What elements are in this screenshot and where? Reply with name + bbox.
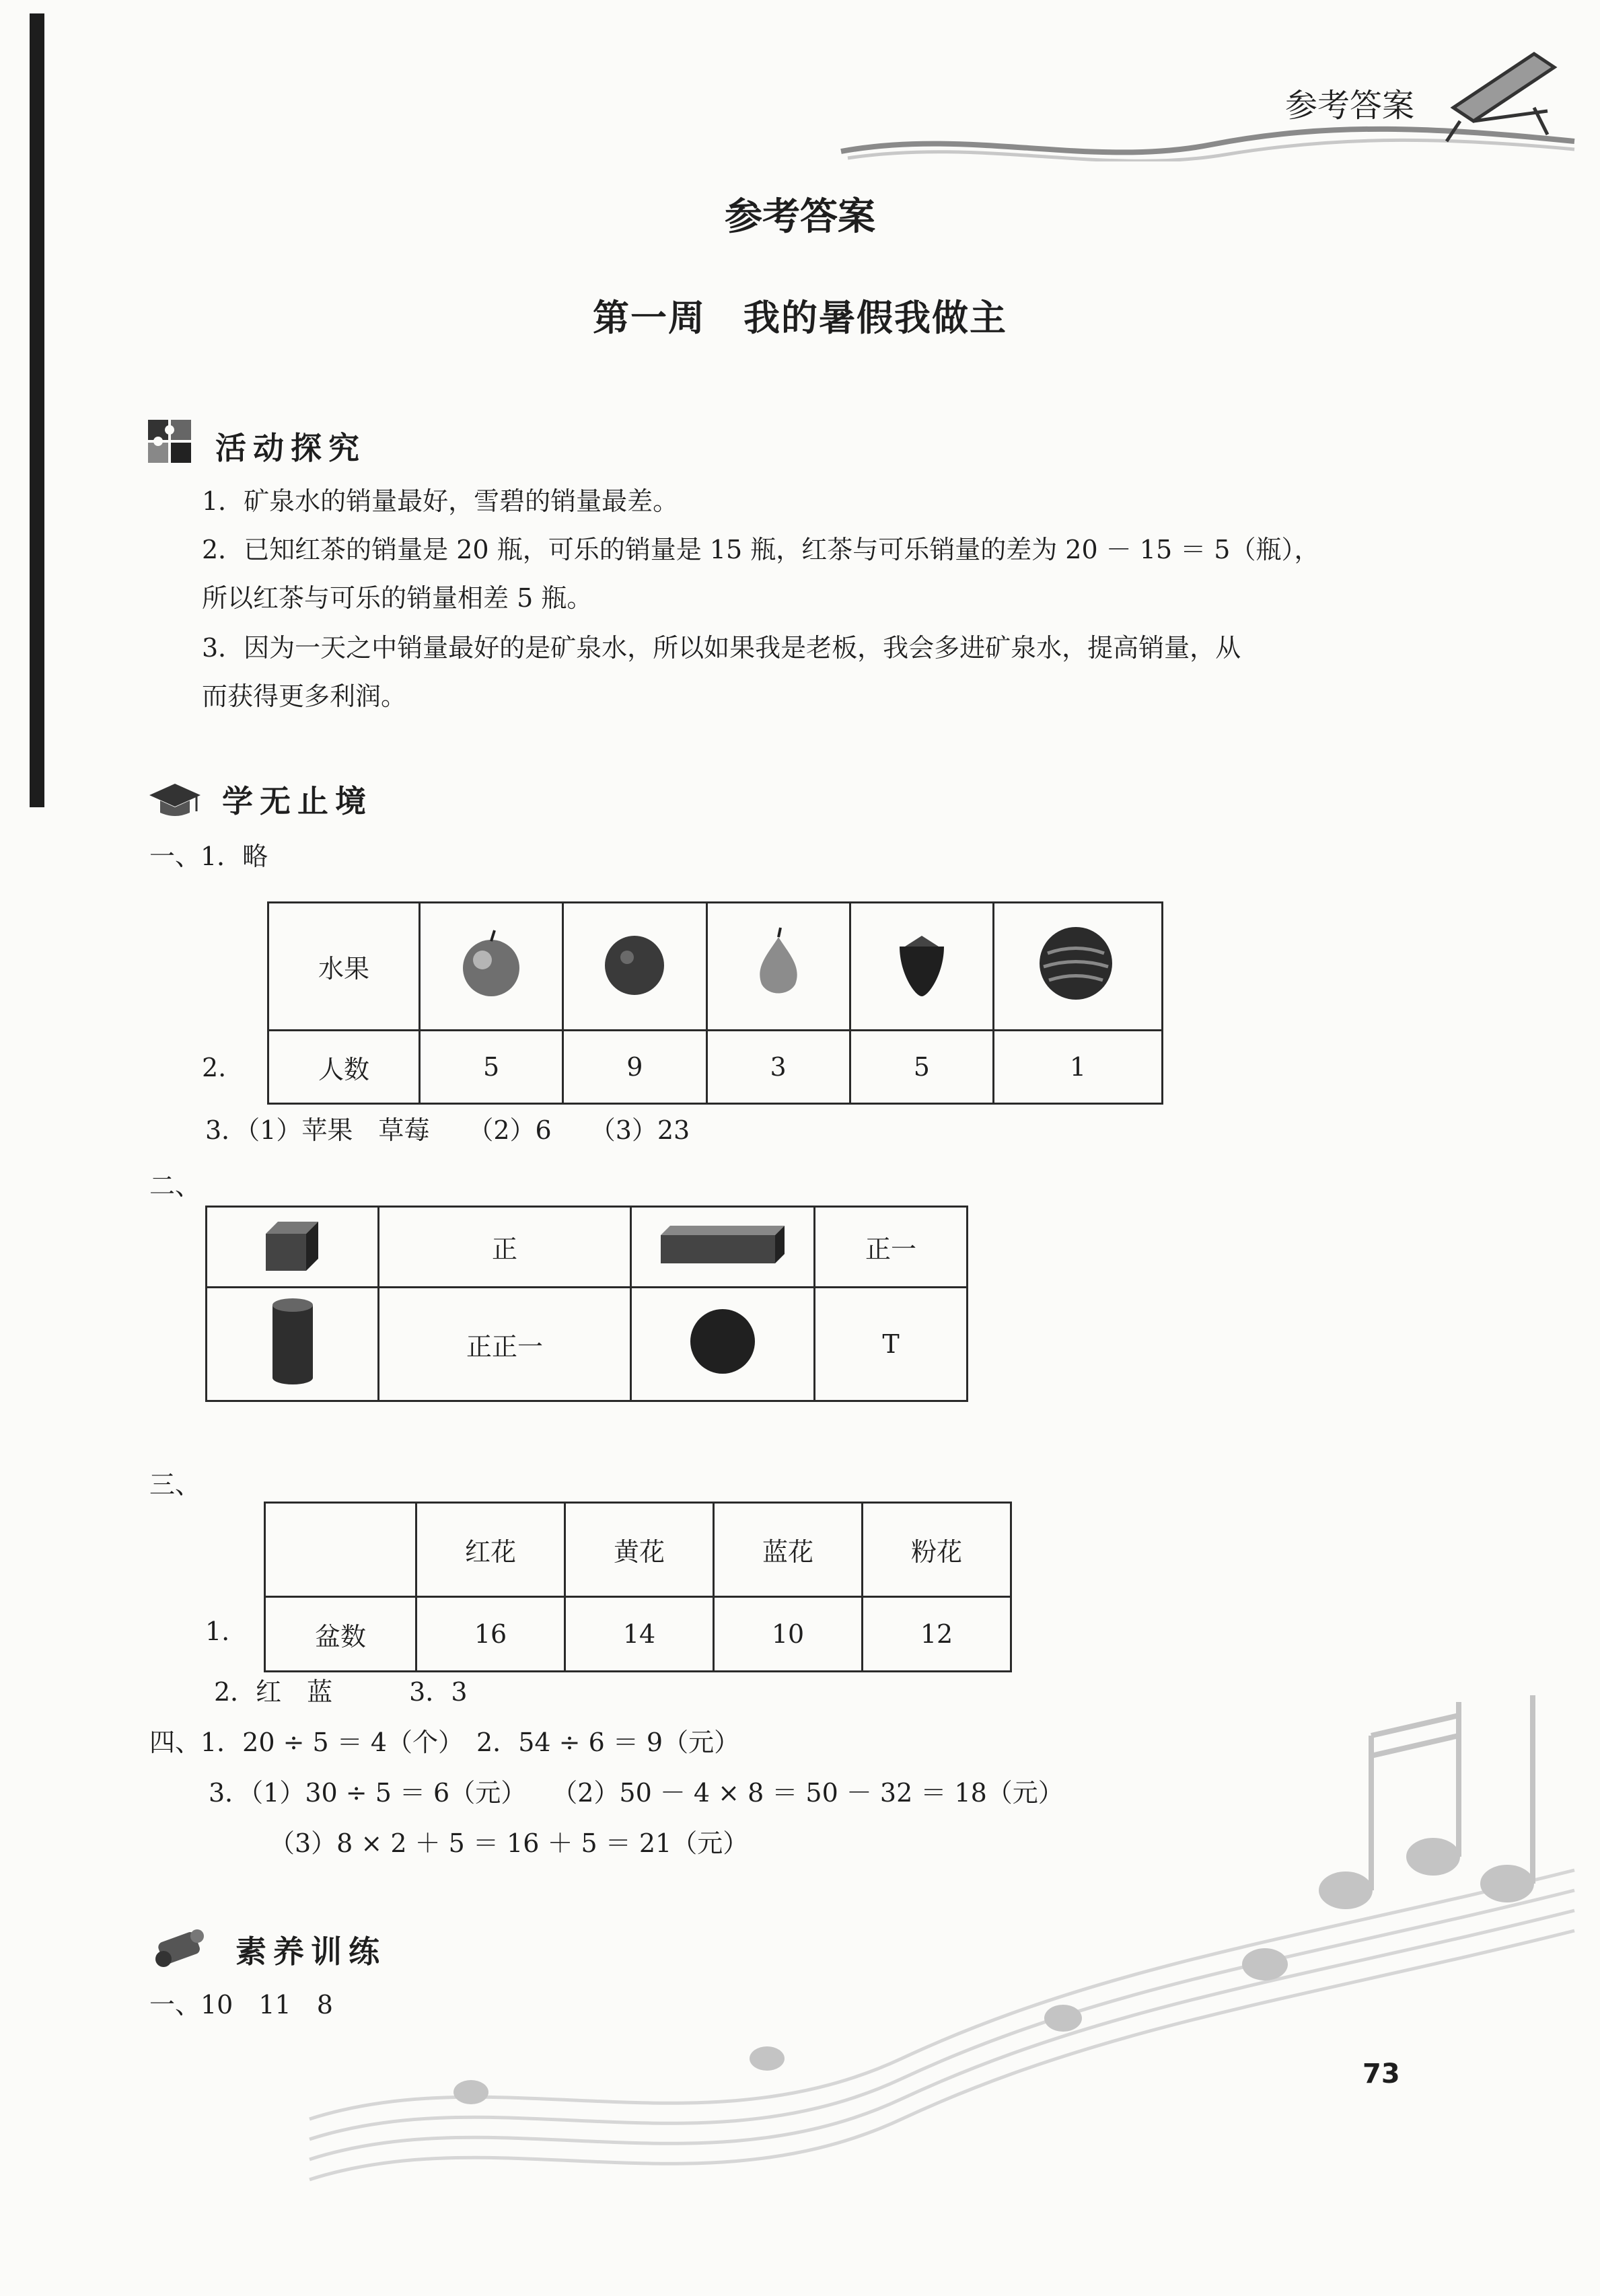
graduation-cap-icon (148, 780, 202, 821)
shape-cell (207, 1288, 379, 1401)
fruit-count: 9 (563, 1031, 706, 1104)
fruit-cell (850, 903, 993, 1031)
tally-cell: T (815, 1288, 968, 1401)
header-decoration (834, 27, 1581, 161)
flower-header: 粉花 (863, 1503, 1011, 1597)
q4-line-2: 3．（1）30 ÷ 5 ＝ 6（元） （2）50 － 4 × 8 ＝ 50 － 32 ＝ 18（元） (209, 1778, 1064, 1808)
activity-answer-2-cont: 所以红茶与可乐的销量相差 5 瓶。 (202, 583, 593, 613)
pot-count: 16 (416, 1597, 565, 1672)
pear-icon (741, 926, 815, 1000)
music-notes-decoration (296, 1682, 1588, 2220)
tally-cell: 正一 (815, 1207, 968, 1288)
pot-count: 10 (714, 1597, 863, 1672)
pot-count: 12 (863, 1597, 1011, 1672)
q1-3: 3．（1）苹果 草莓 （2）6 （3）23 (205, 1115, 690, 1145)
q3-1-label: 1. (205, 1617, 230, 1646)
fruit-cell (563, 903, 706, 1031)
section-heading-learning: 学无止境 (222, 783, 373, 819)
fruit-count: 3 (706, 1031, 850, 1104)
fruit-cell (420, 903, 563, 1031)
fruit-count: 5 (850, 1031, 993, 1104)
beach-chair-icon (1447, 54, 1554, 141)
q1-2-label: 2. (202, 1053, 227, 1082)
shape-cell (631, 1207, 815, 1288)
page-title: 参考答案 (725, 195, 875, 239)
section-heading-activity: 活动探究 (215, 430, 366, 466)
apple-icon (454, 926, 528, 1000)
fruit-table (267, 901, 1163, 1105)
tally-cell: 正 (379, 1207, 631, 1288)
flower-header: 黄花 (565, 1503, 714, 1597)
cuboid-icon (655, 1220, 790, 1267)
page-number: 73 (1362, 2059, 1400, 2089)
page-subtitle: 第一周 我的暑假我做主 (593, 297, 1007, 339)
flower-header: 红花 (416, 1503, 565, 1597)
header-label: 参考答案 (1285, 87, 1415, 124)
q4-line-3: （3）8 × 2 ＋ 5 ＝ 16 ＋ 5 ＝ 21（元） (269, 1828, 749, 1858)
shape-tally-table (205, 1206, 968, 1402)
pot-count-label: 盆数 (265, 1597, 416, 1672)
activity-answer-1: 1．矿泉水的销量最好，雪碧的销量最差。 (202, 486, 679, 516)
activity-answer-2: 2．已知红茶的销量是 20 瓶，可乐的销量是 15 瓶，红茶与可乐销量的差为 20 － 15 ＝ 5（瓶）， (202, 535, 1320, 564)
flower-header-blank (265, 1503, 416, 1597)
q4-line-1: 四、1．20 ÷ 5 ＝ 4（个） 2．54 ÷ 6 ＝ 9（元） (149, 1728, 740, 1757)
cube-icon (259, 1214, 326, 1274)
q2-label: 二、 (149, 1171, 201, 1201)
q3-label: 三、 (149, 1470, 201, 1499)
strawberry-icon (885, 926, 959, 1000)
shape-cell (631, 1288, 815, 1401)
section-heading-training: 素养训练 (235, 1933, 386, 1970)
pot-count: 14 (565, 1597, 714, 1672)
shape-cell (207, 1207, 379, 1288)
watermelon-icon (1034, 923, 1122, 1004)
fruit-cell (706, 903, 850, 1031)
cylinder-icon (266, 1294, 320, 1388)
scroll-icon (151, 1924, 209, 1971)
count-label: 人数 (268, 1031, 420, 1104)
book-spine-edge (30, 13, 44, 807)
activity-answer-3: 3．因为一天之中销量最好的是矿泉水，所以如果我是老板，我会多进矿泉水，提高销量，从 (202, 633, 1241, 663)
training-q1: 一、10 11 8 (149, 1990, 333, 2020)
puzzle-icon (145, 417, 194, 466)
q3-2: 2．红 蓝 3．3 (214, 1677, 468, 1707)
orange-icon (597, 926, 671, 1000)
activity-answer-3-cont: 而获得更多利润。 (202, 681, 407, 711)
fruit-count: 5 (420, 1031, 563, 1104)
sphere-icon (686, 1304, 760, 1378)
flower-header: 蓝花 (714, 1503, 863, 1597)
flower-table (264, 1502, 1012, 1672)
fruit-count: 1 (994, 1031, 1163, 1104)
fruit-header: 水果 (268, 903, 420, 1031)
q1-1: 一、1．略 (149, 842, 268, 871)
tally-cell: 正正一 (379, 1288, 631, 1401)
fruit-cell (994, 903, 1163, 1031)
